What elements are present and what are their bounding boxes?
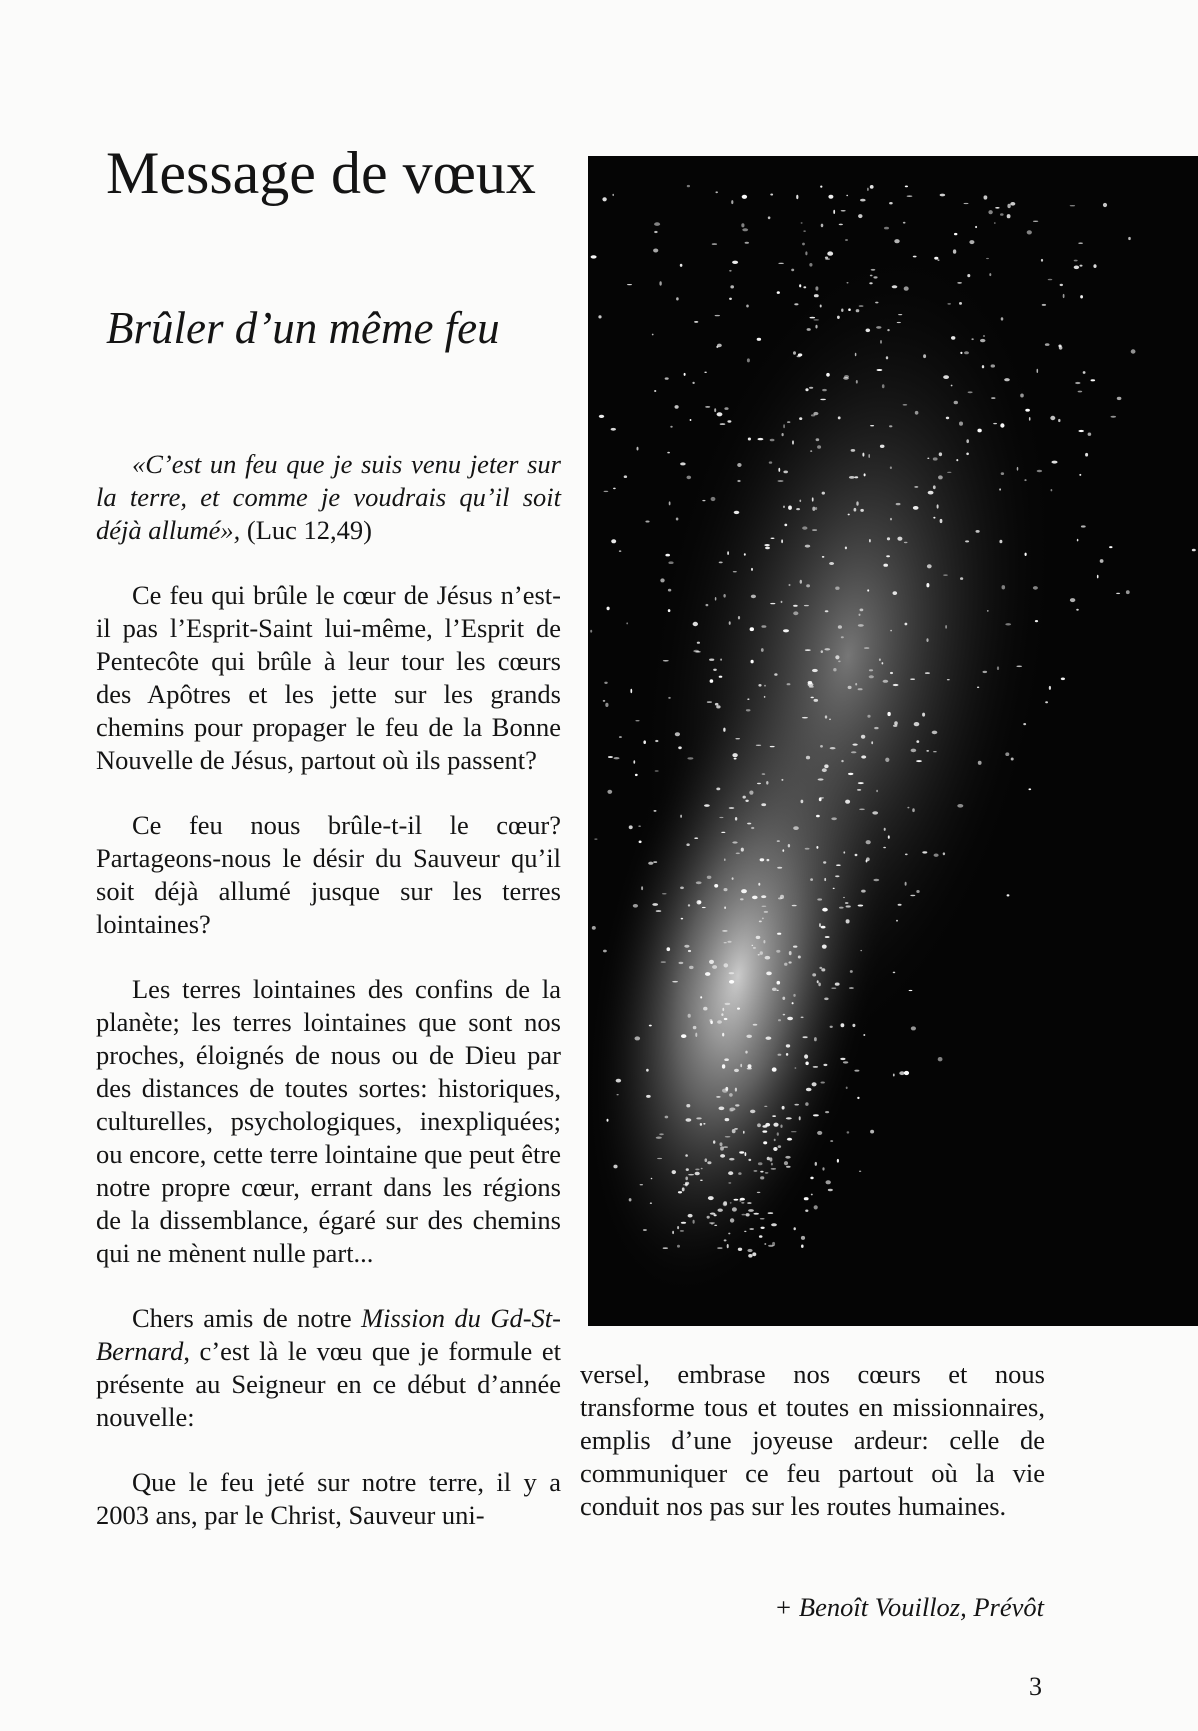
final-paragraph-end: versel, embrase nos cœurs et nous transforme tous et toutes en missionnaires, emplis d’une joyeuse ardeur: celle de communiquer ce feu partout où la vie conduit nos pas sur les routes humaines. — [580, 1359, 1045, 1521]
paragraph: Ce feu nous brûle-t-il le cœur? Partageons-nous le désir du Sauveur qu’il soit déjà allumé jusque sur les terres lointaines? — [96, 810, 561, 939]
page-number: 3 — [1029, 1672, 1042, 1701]
mission-text-after: , c’est là le vœu que je formule et présente au Seigneur en ce début d’année nouvelle: — [96, 1336, 561, 1432]
right-column — [580, 1358, 1045, 1523]
left-column — [96, 448, 561, 1564]
article-subtitle: Brûler d’un même feu — [106, 303, 500, 353]
fire-sparks-photo — [588, 156, 1198, 1326]
paragraph: Ce feu qui brûle le cœur de Jésus n’est-il pas l’Esprit-Saint lui-même, l’Esprit de Pentecôte qui brûle à leur tour les cœurs des Apôtres et les jette sur les grands chemins pour propager le feu de la Bonne Nouvelle de Jésus, partout où ils passent? — [96, 580, 561, 775]
quote-reference: (Luc 12,49) — [246, 515, 372, 545]
mission-name: Mission du Gd-St-Bernard — [96, 1303, 561, 1366]
page-title: Message de vœux — [106, 140, 536, 206]
final-paragraph-start: Que le feu jeté sur notre terre, il y a 2003 ans, par le Christ, Sauveur uni- — [96, 1467, 561, 1530]
bible-quote — [96, 448, 561, 547]
signature: + Benoît Vouilloz, Prévôt — [774, 1592, 1044, 1622]
paragraph: Les terres lointaines des confins de la planète; les terres lointaines que sont nos proches, éloignés de nous ou de Dieu par des distances de toutes sortes: historiques, culturelles, psychologiques, inexpliquées; ou encore, cette terre lointaine que peut être notre propre cœur, errant dans les régions de la dissemblance, égaré sur des chemins qui ne mènent nulle part... — [96, 974, 561, 1268]
sparks-image — [588, 156, 1198, 1326]
quote-text: «C’est un feu que je suis venu jeter sur la terre, et comme je voudrais qu’il soit déjà allumé», — [96, 449, 561, 545]
mission-paragraph — [96, 1302, 561, 1434]
mission-text-before: Chers amis de notre — [132, 1303, 362, 1333]
